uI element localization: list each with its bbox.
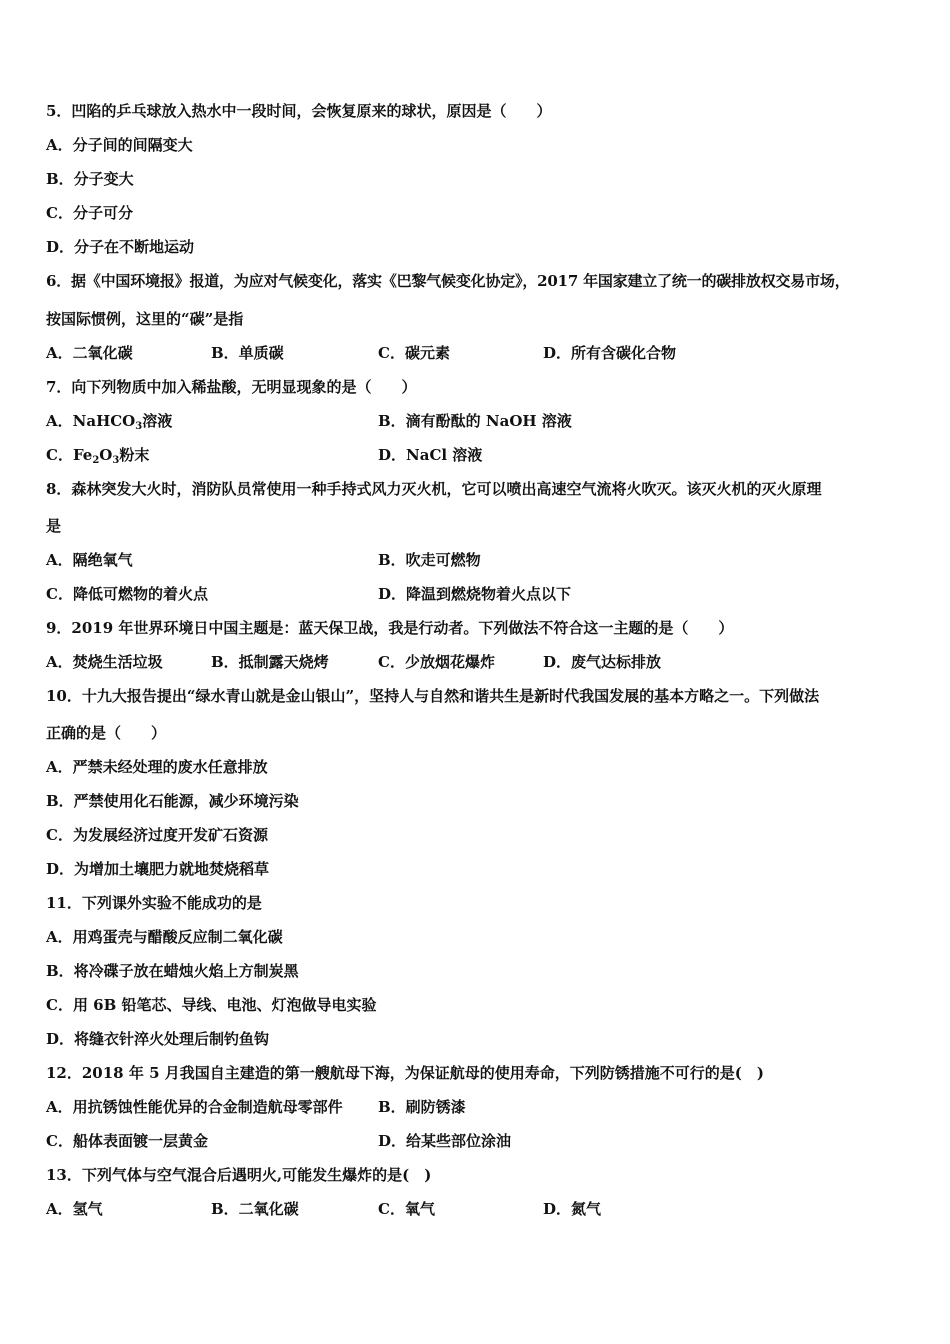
question-9-option-b: B．抵制露天烧烤 (211, 653, 329, 671)
question-9-option-c: C．少放烟花爆炸 (378, 653, 495, 671)
question-9-option-a: A．焚烧生活垃圾 (46, 653, 163, 671)
question-7-option-d: D．NaCl 溶液 (378, 446, 483, 464)
question-6-stem-line2: 按国际惯例，这里的“碳”是指 (46, 310, 244, 328)
question-5-option-b: B．分子变大 (46, 170, 134, 188)
question-7-option-a: A．NaHCO$_3$溶液 (46, 412, 173, 432)
question-8-stem-line2: 是 (46, 517, 62, 535)
question-10-option-b: B．严禁使用化石能源，减少环境污染 (46, 792, 299, 810)
question-7-stem: 7．向下列物质中加入稀盐酸，无明显现象的是（ ） (46, 378, 417, 396)
question-13-option-a: A．氢气 (46, 1200, 103, 1218)
question-8-option-c: C．降低可燃物的着火点 (46, 585, 208, 603)
question-13-option-b: B．二氧化碳 (211, 1200, 299, 1218)
question-5-stem: 5．凹陷的乒乓球放入热水中一段时间，会恢复原来的球状，原因是（ ） (46, 102, 552, 120)
question-6-stem-line1: 6．据《中国环境报》报道，为应对气候变化，落实《巴黎气候变化协定》，2017 年国家建立了统一的碳排放权交易市场， (46, 272, 850, 290)
question-7-option-c: C．$Fe_2O_3$粉末 (46, 446, 150, 466)
question-11-option-c: C．用 6B 铅笔芯、导线、电池、灯泡做导电实验 (46, 996, 377, 1014)
question-11-option-d: D．将缝衣针淬火处理后制钓鱼钩 (46, 1030, 270, 1048)
question-10-option-c: C．为发展经济过度开发矿石资源 (46, 826, 268, 844)
question-10-option-d: D．为增加土壤肥力就地焚烧稻草 (46, 860, 270, 878)
question-7-option-b: B．滴有酚酞的 NaOH 溶液 (378, 412, 572, 430)
question-6-option-c: C．碳元素 (378, 344, 450, 362)
question-5-option-c: C．分子可分 (46, 204, 133, 222)
question-10-option-a: A．严禁未经处理的废水任意排放 (46, 758, 268, 776)
question-12-option-d: D．给某些部位涂油 (378, 1132, 512, 1150)
question-12-option-c: C．船体表面镀一层黄金 (46, 1132, 208, 1150)
question-11-stem: 11．下列课外实验不能成功的是 (46, 894, 262, 912)
question-6-option-a: A．二氧化碳 (46, 344, 133, 362)
question-11-option-a: A．用鸡蛋壳与醋酸反应制二氧化碳 (46, 928, 283, 946)
question-12-option-b: B．刷防锈漆 (378, 1098, 466, 1116)
question-11-option-b: B．将冷碟子放在蜡烛火焰上方制炭黑 (46, 962, 299, 980)
question-5-option-a: A．分子间的间隔变大 (46, 136, 193, 154)
question-12-option-a: A．用抗锈蚀性能优异的合金制造航母零部件 (46, 1098, 343, 1116)
question-8-option-a: A．隔绝氧气 (46, 551, 133, 569)
question-9-stem: 9．2019 年世界环境日中国主题是：蓝天保卫战，我是行动者。下列做法不符合这一主题的是（ ） (46, 619, 734, 637)
question-9-option-d: D．废气达标排放 (543, 653, 662, 671)
question-13-option-d: D．氮气 (543, 1200, 602, 1218)
question-13-option-c: C．氧气 (378, 1200, 435, 1218)
question-5-option-d: D．分子在不断地运动 (46, 238, 195, 256)
question-8-option-b: B．吹走可燃物 (378, 551, 481, 569)
question-12-stem: 12．2018 年 5 月我国自主建造的第一艘航母下海，为保证航母的使用寿命，下列防锈措施不可行的是( ) (46, 1064, 764, 1082)
question-8-option-d: D．降温到燃烧物着火点以下 (378, 585, 572, 603)
question-6-option-d: D．所有含碳化合物 (543, 344, 677, 362)
question-10-stem-line1: 10．十九大报告提出“绿水青山就是金山银山”，坚持人与自然和谐共生是新时代我国发展的基本方略之一。下列做法 (46, 687, 820, 705)
question-6-option-b: B．单质碳 (211, 344, 284, 362)
question-8-stem-line1: 8．森林突发大火时，消防队员常使用一种手持式风力灭火机，它可以喷出高速空气流将火吹灭。该灭火机的灭火原理 (46, 480, 822, 498)
question-13-stem: 13．下列气体与空气混合后遇明火,可能发生爆炸的是( ) (46, 1166, 432, 1184)
question-10-stem-line2: 正确的是（ ） (46, 724, 167, 742)
